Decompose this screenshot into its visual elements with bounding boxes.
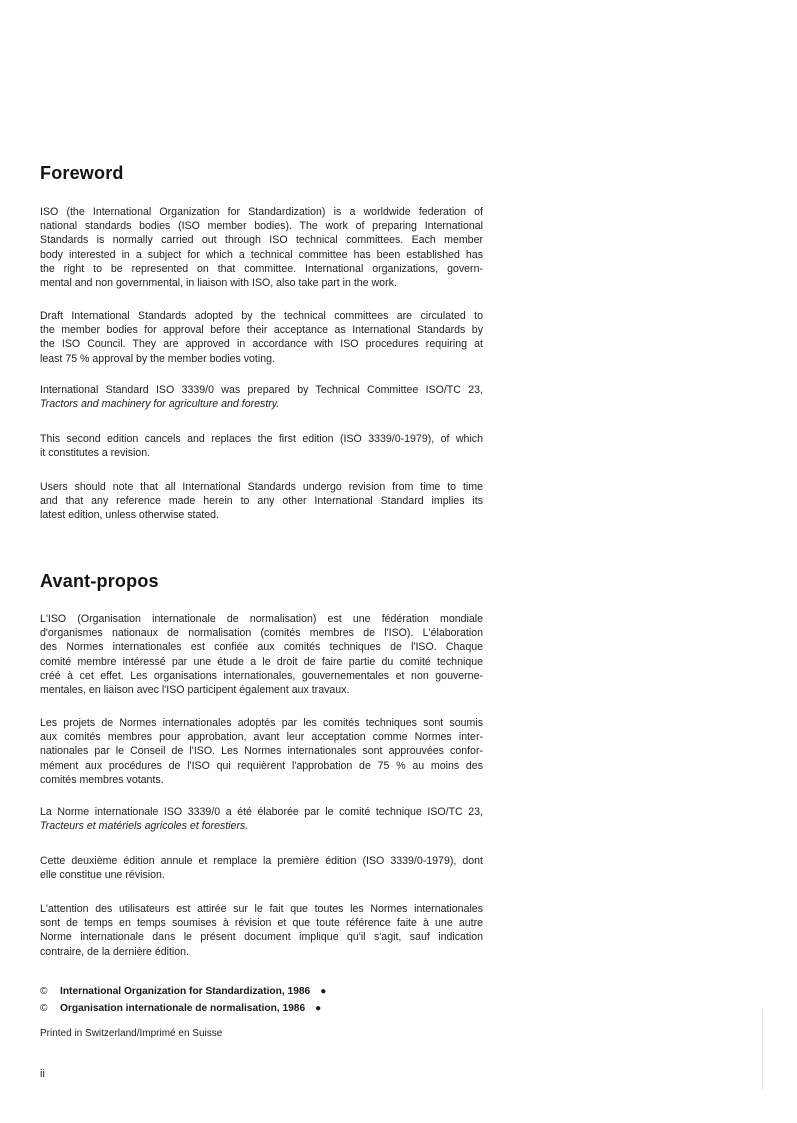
page-number: ii (40, 1068, 45, 1080)
text-line: the right to be represented on that committee. International organizations, govern- (40, 262, 483, 275)
text-line: d'organismes nationaux de normalisation (comités membres de l'ISO). L'élaboration (40, 627, 483, 640)
avant-propos-paragraph-2 (40, 716, 483, 787)
scan-artifact (762, 1010, 763, 1090)
bullet-icon: ● (315, 1003, 322, 1014)
text-line: This second edition cancels and replaces the first edition (ISO 3339/0-1979), of which (40, 433, 483, 445)
standard-committee-title: Tracteurs et matériels agricoles et forestiers. (40, 820, 249, 833)
copyright-line-english (40, 985, 326, 999)
avant-propos-paragraph-3 (40, 805, 483, 833)
foreword-paragraph-2 (40, 309, 483, 366)
text-line: mental and non governmental, in liaison with ISO, also take part in the work. (40, 277, 397, 290)
text-line: national standards bodies (ISO member bodies). The work of preparing International (40, 220, 483, 233)
text-line: Draft International Standards adopted by the technical committees are circulated to (40, 310, 483, 322)
avant-propos-paragraph-1 (40, 612, 483, 697)
text-line: comités membres votants. (40, 773, 164, 786)
foreword-paragraph-3 (40, 383, 483, 411)
copyright-icon: © (40, 986, 48, 997)
text-line: L'ISO (Organisation internationale de normalisation) est une fédération mondiale (40, 613, 483, 625)
text-line: des Normes internationales est confiée aux comités techniques de l'ISO. Chaque (40, 641, 483, 654)
text-line: comité membre intéressé par une étude a le droit de faire partie du comité technique (40, 655, 483, 668)
avant-propos-paragraph-4 (40, 854, 483, 882)
text-line: the ISO Council. They are approved in accordance with ISO procedures requiring at (40, 338, 483, 351)
text-line: L'attention des utilisateurs est attirée sur le fait que toutes les Normes internationales (40, 903, 483, 915)
foreword-paragraph-5 (40, 480, 483, 523)
copyright-icon: © (40, 1003, 48, 1014)
text-line: créé à cet effet. Les organisations internationales, gouvernementales et non gouverne- (40, 669, 483, 682)
text-line: contraire, de la dernière édition. (40, 945, 189, 958)
avant-propos-title: Avant-propos (40, 571, 159, 591)
text-line: Standards is normally carried out through ISO technical committees. Each member (40, 234, 483, 247)
text-line: least 75 % approval by the member bodies voting. (40, 352, 275, 365)
text-line: Norme internationale dans le présent document implique qu'il s'agit, sauf indication (40, 931, 483, 944)
text-line: nationales par le Conseil de l'ISO. Les Normes internationales sont approuvées confor- (40, 745, 483, 758)
foreword-paragraph-1 (40, 205, 483, 290)
foreword-paragraph-4 (40, 432, 483, 460)
text-line: International Standard ISO 3339/0 was prepared by Technical Committee ISO/TC 23, (40, 384, 483, 396)
text-line: La Norme internationale ISO 3339/0 a été élaborée par le comité technique ISO/TC 23, (40, 806, 483, 818)
text-line: Users should note that all International Standards undergo revision from time to time (40, 481, 483, 493)
text-line: the member bodies for approval before their acceptance as International Standards by (40, 324, 483, 337)
text-line: it constitutes a revision. (40, 447, 151, 460)
bullet-icon: ● (320, 986, 327, 997)
copyright-text: Organisation internationale de normalisation, 1986 (60, 1003, 306, 1014)
text-line: latest edition, unless otherwise stated. (40, 509, 220, 522)
text-line: Les projets de Normes internationales adoptés par les comités techniques sont soumis (40, 717, 483, 729)
text-line: mément aux procédures de l'ISO qui requièrent l'approbation de 75 % au moins des (40, 759, 483, 772)
standard-committee-title: Tractors and machinery for agriculture and forestry. (40, 398, 280, 411)
text-line: Cette deuxième édition annule et remplace la première édition (ISO 3339/0-1979), dont (40, 855, 483, 867)
copyright-line-french (40, 1002, 321, 1016)
text-line: sont de temps en temps soumises à révision et que toute référence faite à une autre (40, 917, 483, 930)
avant-propos-paragraph-5 (40, 902, 483, 959)
printed-in-note: Printed in Switzerland/Imprimé en Suisse (40, 1028, 223, 1039)
text-line: body interested in a subject for which a technical committee has been established has (40, 248, 483, 261)
text-line: mentales, en liaison avec l'ISO participent également aux travaux. (40, 684, 350, 697)
text-line: ISO (the International Organization for Standardization) is a worldwide federation of (40, 206, 483, 218)
text-line: and that any reference made herein to any other International Standard implies its (40, 495, 483, 508)
text-line: aux comités membres pour approbation, avant leur acceptation comme Normes inter- (40, 731, 483, 744)
copyright-text: International Organization for Standardization, 1986 (60, 986, 311, 997)
foreword-title: Foreword (40, 163, 124, 183)
text-line: elle constitue une révision. (40, 869, 165, 882)
